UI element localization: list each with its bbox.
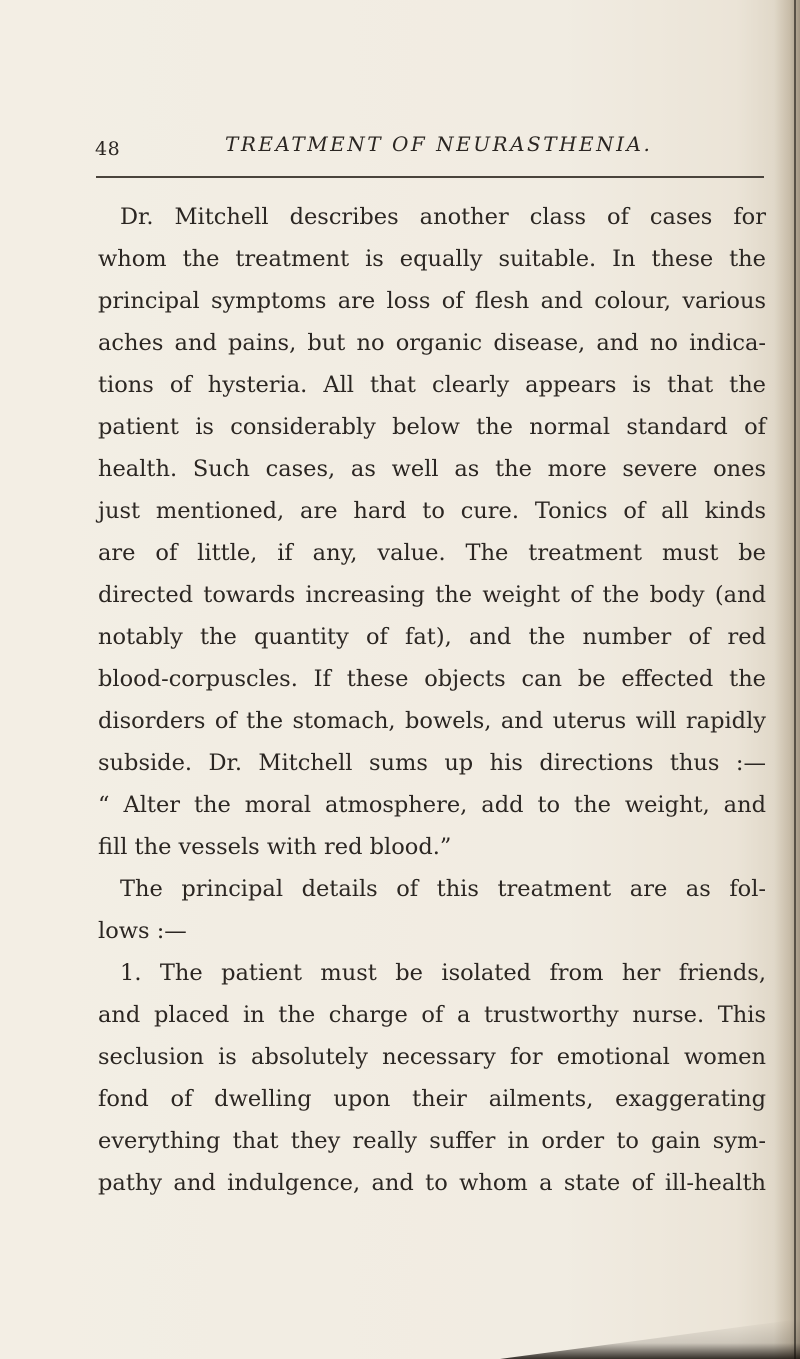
text-line: The principal details of this treatment are as fol- [120,876,766,902]
text-line: and placed in the charge of a trustworthy nurse. This [98,1002,766,1028]
text-line: Dr. Mitchell describes another class of cases for [120,204,766,230]
header-rule [96,176,764,178]
text-line: subside. Dr. Mitchell sums up his directions thus :— [98,750,766,776]
text-line: pathy and indulgence, and to whom a state of ill-health [98,1170,766,1196]
page-corner-shadow [500,1319,800,1359]
text-line: lows :— [98,918,187,944]
text-line: aches and pains, but no organic disease, and no indica- [98,330,766,356]
text-line: notably the quantity of fat), and the number of red [98,624,766,650]
page-number: 48 [95,138,121,160]
text-line: principal symptoms are loss of flesh and colour, various [98,288,766,314]
page-edge-line [794,0,796,1359]
text-line: 1. The patient must be isolated from her friends, [120,960,766,986]
text-line: seclusion is absolutely necessary for emotional women [98,1044,766,1070]
text-line: tions of hysteria. All that clearly appears is that the [98,372,766,398]
running-head: TREATMENT OF NEURASTHENIA. [225,132,653,156]
text-line: are of little, if any, value. The treatment must be [98,540,766,566]
text-line: fill the vessels with red blood.” [98,834,452,860]
text-line: patient is considerably below the normal standard of [98,414,766,440]
text-line: blood-corpuscles. If these objects can be effected the [98,666,766,692]
text-line: fond of dwelling upon their ailments, exaggerating [98,1086,766,1112]
text-line: disorders of the stomach, bowels, and uterus will rapidly [98,708,766,734]
body-text [98,196,766,1204]
text-line: directed towards increasing the weight of the body (and [98,582,766,608]
text-line: “ Alter the moral atmosphere, add to the weight, and [98,792,766,818]
text-line: just mentioned, are hard to cure. Tonics of all kinds [98,498,766,524]
page-edge-shadow [774,0,800,1359]
text-line: health. Such cases, as well as the more severe ones [98,456,766,482]
text-line: whom the treatment is equally suitable. In these the [98,246,766,272]
text-line: everything that they really suffer in order to gain sym- [98,1128,766,1154]
